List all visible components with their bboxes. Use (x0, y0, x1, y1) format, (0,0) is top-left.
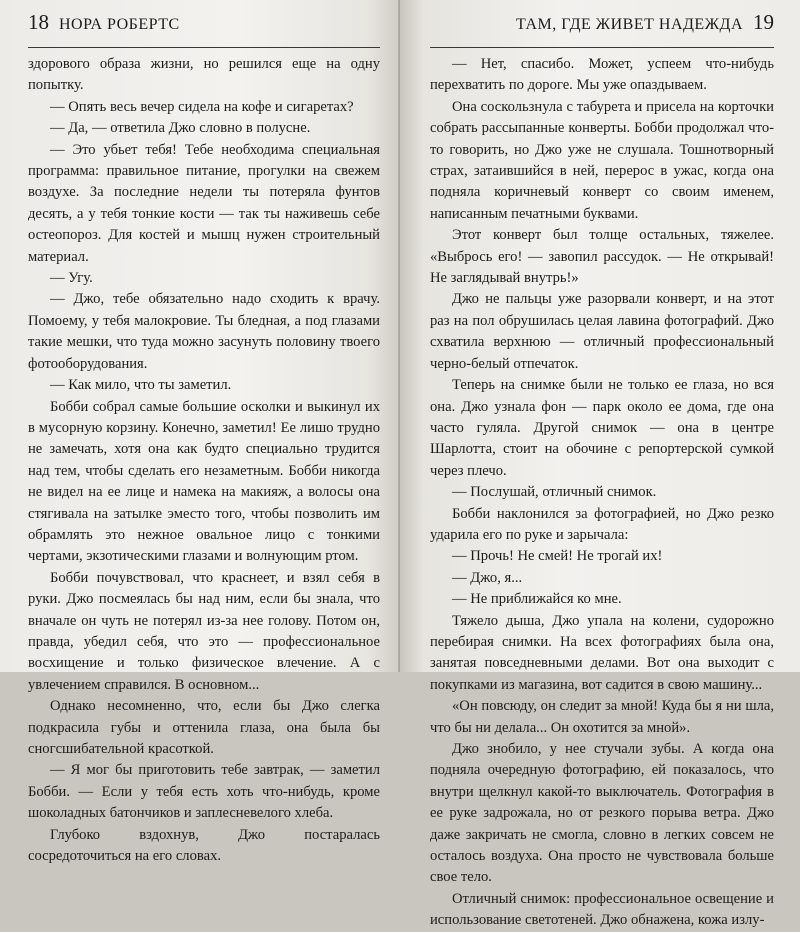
paragraph: Джо знобило, у нее стучали зубы. А когда она подняла очередную фотографию, ей показалось, что внутри щелкнул какой-то выключатель. Фотография в ее руке задрожала, но от резкого порыва ветра. Джо даже закричать не смогла, словно в легких совсем не осталось воздуха. Она просто не чувствовала больше свое тело. (430, 741, 774, 886)
paragraph: — Угу. (50, 270, 93, 287)
paragraph: — Не приближайся ко мне. (452, 591, 622, 608)
paragraph: «Он повсюду, он следит за мной! Куда бы я ни шла, что бы ни делала... Он охотится за мной». (430, 698, 774, 736)
paragraph: — Да, — ответила Джо словно в полусне. (50, 120, 311, 137)
paragraph: Бобби почувствовал, что краснеет, и взял себя в руки. Джо посмеялась бы над ним, если бы знала, что вначале он чуть не потерял из-за нее голову. Потом он, правда, убедил себя, что это — профессиональное восхищение и только физическое влечение. А с увлечением справился. В основном... (28, 569, 380, 693)
paragraph: — Нет, спасибо. Может, успеем что-нибудь перехватить по дороге. Мы уже опаздываем. (430, 56, 774, 94)
paragraph: Однако несомненно, что, если бы Джо слегка подкрасила губы и оттенила глаза, она была бы сногсшибательной красоткой. (28, 698, 380, 757)
paragraph: Она соскользнула с табурета и присела на корточки собрать рассыпанные конверты. Бобби продолжал что-то говорить, но Джо уже не слушала. Тошнотворный страх, затаившийся в ней, перерос в ужас, когда она подняла коричневый конверт со своим именем, написанным печатными буквами. (430, 98, 774, 222)
paragraph: Этот конверт был толще остальных, тяжелее. «Выбрось его! — завопил рассудок. — Не открывай! Не заглядывай внутрь!» (430, 227, 774, 287)
left-running-head: НОРА РОБЕРТС (59, 16, 180, 33)
paragraph: — Как мило, что ты заметил. (50, 377, 232, 394)
paragraph: Бобби собрал самые большие осколки и выкинул их в мусорную корзину. Конечно, заметил! Еe лишо трудно не замечать, хотя она как будто специально трудится над тем, чтобы сделать его незаметным. Бобби никогда не видел на ее лице и намека на макияж, а волосы она стягивала на затылке эместо того, чтобы позволить им обрамлять это нежное овальное лицо с тонкими чертами, экзотическими глазами и волнующим ртом. (28, 398, 380, 565)
paragraph: Бобби наклонился за фотографией, но Джо резко ударила его по руке и зарычала: (430, 505, 774, 543)
paragraph: — Послушай, отличный снимок. (452, 484, 657, 501)
paragraph: Джо не пальцы уже разорвали конверт, и на этот раз на пол обрушилась целая лавина фотографий. Джо схватила верхнюю — отличный профессиональный черно-белый отпечаток. (430, 291, 774, 372)
right-page-number: 19 (753, 10, 774, 34)
paragraph: — Прочь! Не смей! Не трогай их! (452, 548, 663, 565)
paragraph: — Джо, тебе обязательно надо сходить к врачу. Помоему, у тебя малокровие. Ты бледная, а под глазами такие мешки, что туда можно засунуть половину твоего фотооборудования. (28, 291, 380, 372)
paragraph: — Я мог бы приготовить тебе завтрак, — заметил Бобби. — Если у тебя есть хоть что-нибудь, кроме шоколадных батончиков и заплесневелого хлеба. (28, 762, 380, 822)
paragraph: здорового образа жизни, но решился еще на одну попытку. (28, 56, 380, 94)
paragraph: Теперь на снимке были не только ее глаза, но вся она. Джо узнала фон — парк около ее дома, где она часто гуляла. Другой снимок — она в центре Шарлотта, стоит на обочине с репортерской сумкой через плечо. (430, 377, 774, 479)
paragraph: Тяжело дыша, Джо упала на колени, судорожно перебирая снимки. На всех фотографиях была она, занятая повседневными делами. Вот она выходит с покупками из магазина, вот садится в свою машину... (430, 612, 774, 693)
paragraph: — Это убьет тебя! Тебе необходима специальная программа: правильное питание, прогулки на свежем воздухе. За последние недели ты потеряла фунтов десять, а у тебя тонкие кости — так ты наживешь себе остеопороз. Для костей и мышц нужен строительный материал. (28, 141, 380, 265)
left-page-header (28, 10, 380, 48)
paragraph: — Опять весь вечер сидела на кофе и сигаретах? (50, 98, 354, 115)
paragraph: Отличный снимок: профессиональное освещение и использование светотеней. Джо обнажена, кожа излу- (430, 890, 774, 929)
right-page (400, 0, 800, 929)
left-page (0, 0, 400, 865)
right-page-text (430, 54, 774, 932)
left-page-number: 18 (28, 10, 49, 34)
right-running-head: ТАМ, ГДЕ ЖИВЕТ НАДЕЖДА (516, 16, 743, 33)
right-page-header (430, 10, 774, 48)
paragraph: — Джо, я... (452, 569, 523, 586)
paragraph: Глубоко вздохнув, Джо постаралась сосредоточиться на его словах. (28, 826, 380, 865)
left-page-text (28, 54, 380, 867)
